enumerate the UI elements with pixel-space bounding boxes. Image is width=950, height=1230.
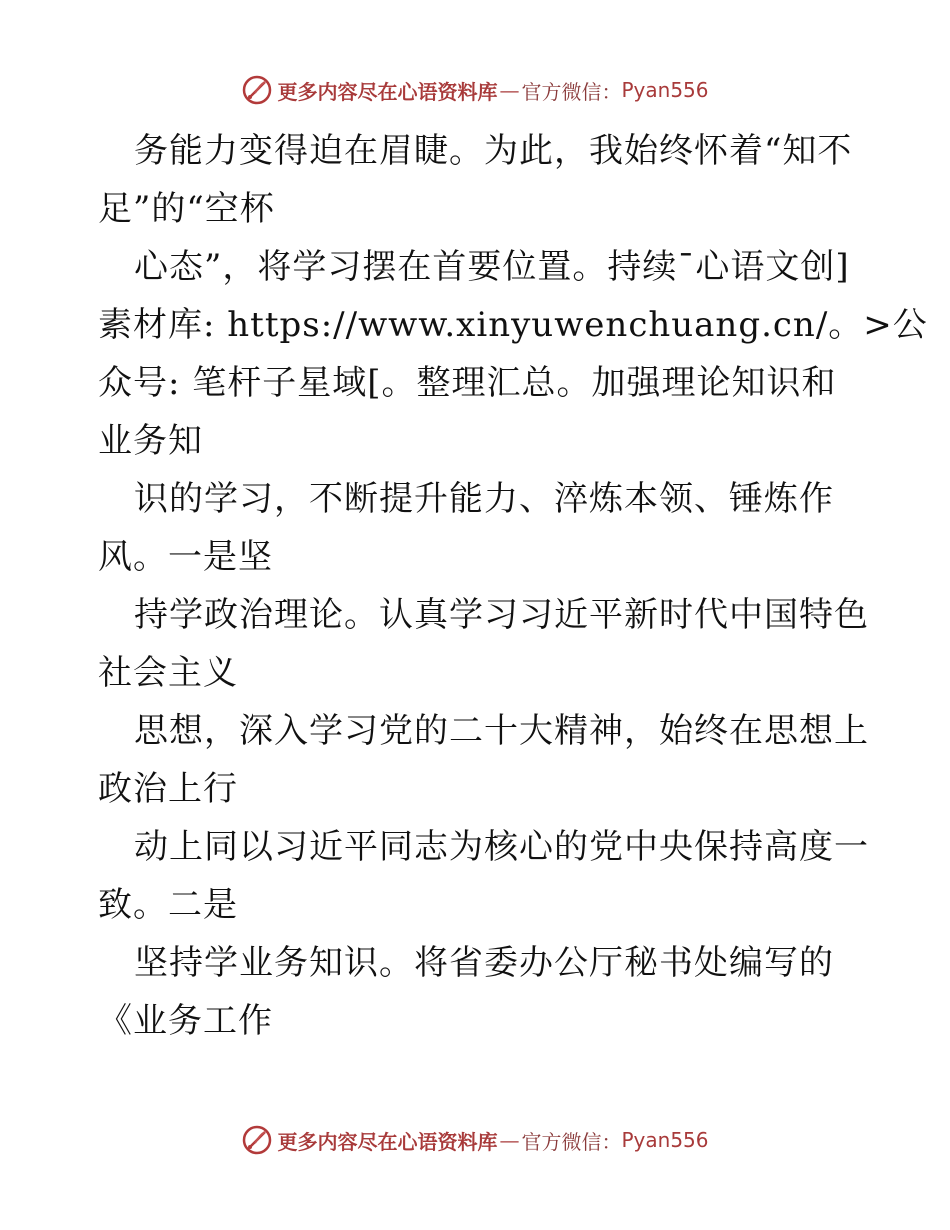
watermark-dash: — (499, 78, 520, 102)
watermark-wechat-label: 官方微信： (521, 79, 622, 104)
watermark-wechat-id: Pyan556 (621, 78, 709, 102)
text-line: 识的学习，不断提升能力、淬炼本领、锤炼作 (134, 479, 834, 519)
watermark-wechat-id: Pyan556 (621, 1128, 709, 1152)
text-line: 心态”，将学习摆在首要位置。持续¯心语文创] (134, 247, 850, 287)
text-line: 足”的“空杯 (98, 189, 275, 229)
text-line: 政治上行 (98, 769, 238, 809)
watermark-dash: — (499, 1128, 520, 1152)
text-line: 众号: 笔杆子星域[。整理汇总。加强理论知识和 (98, 363, 837, 403)
text-line: 致。二是 (98, 885, 238, 925)
watermark-wechat-label: 官方微信： (521, 1129, 622, 1154)
text-line: 动上同以习近平同志为核心的党中央保持高度一 (134, 827, 869, 867)
text-line: 业务知 (98, 421, 203, 461)
text-line: 持学政治理论。认真学习习近平新时代中国特色 (134, 595, 869, 635)
watermark-site-text: 更多内容尽在心语资料库 (277, 1129, 498, 1154)
quill-logo-icon (241, 74, 273, 106)
text-line: 素材库: https://www.xinyuwenchuang.cn/。>公 (98, 305, 928, 345)
text-line: 风。一是坚 (98, 537, 273, 577)
text-line: 社会主义 (98, 653, 238, 693)
header-watermark (0, 70, 950, 110)
quill-logo-icon (241, 1124, 273, 1156)
text-line: 务能力变得迫在眉睫。为此，我始终怀着“知不 (134, 131, 853, 171)
text-line: 《业务工作 (98, 1001, 273, 1041)
text-line: 思想，深入学习党的二十大精神，始终在思想上 (134, 711, 869, 751)
document-body (98, 122, 928, 1050)
text-line: 坚持学业务知识。将省委办公厅秘书处编写的 (134, 943, 834, 983)
footer-watermark (0, 1120, 950, 1160)
watermark-site-text: 更多内容尽在心语资料库 (277, 79, 498, 104)
